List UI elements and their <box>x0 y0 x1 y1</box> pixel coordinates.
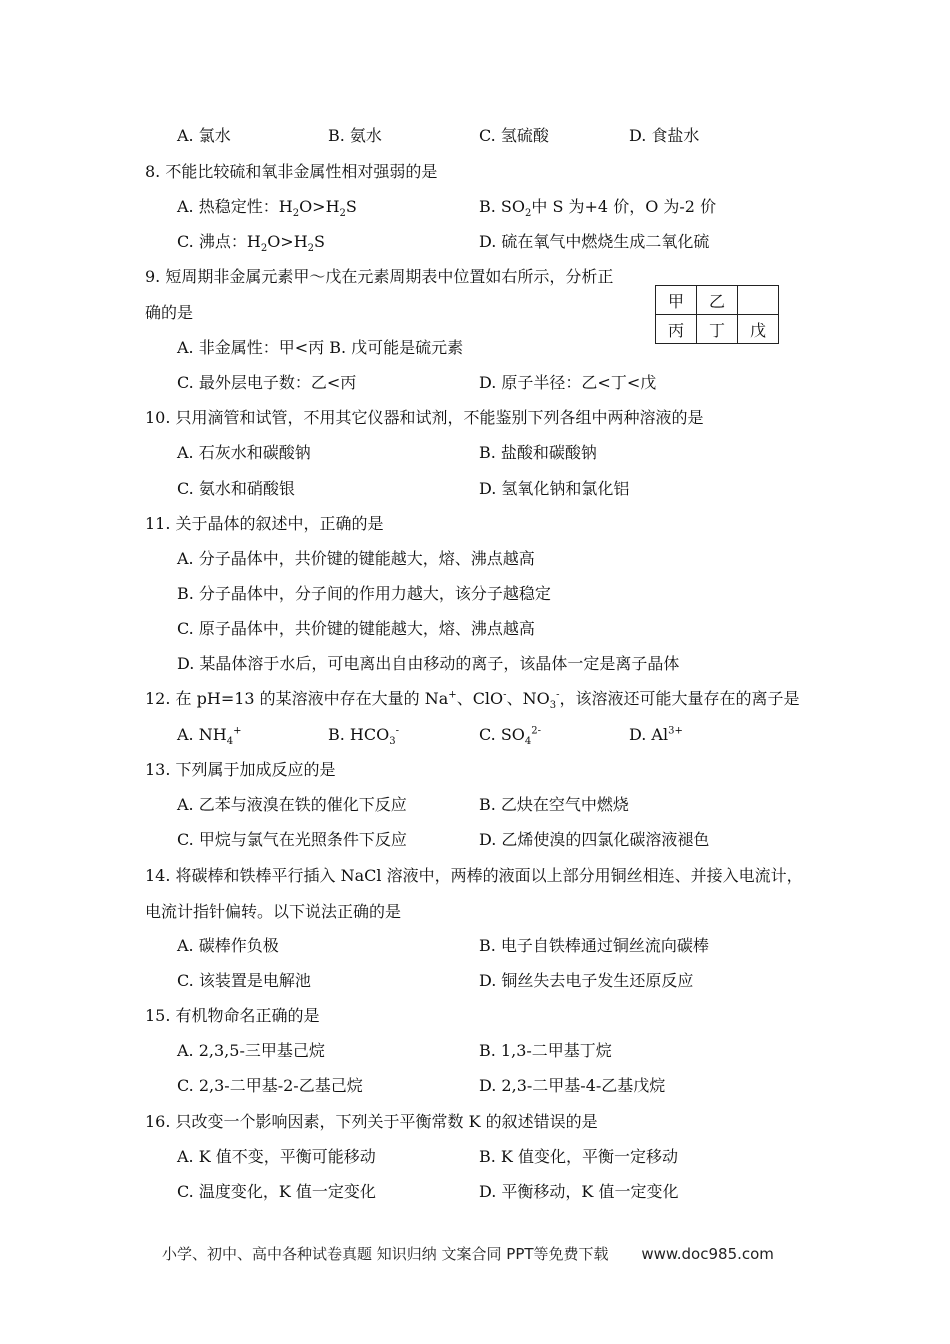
q16-stem: 16. 只改变一个影响因素，下列关于平衡常数 K 的叙述错误的是 <box>145 1112 598 1131</box>
q14-option-a: A. 碳棒作负极 <box>177 936 279 955</box>
q14-option-c: C. 该装置是电解池 <box>177 971 311 990</box>
q7-option-c: C. 氢硫酸 <box>479 126 549 145</box>
q8-option-a: A. 热稳定性：$H_2O>H_2S$ <box>177 197 357 220</box>
q13-stem: 13. 下列属于加成反应的是 <box>145 760 336 779</box>
q9-stem-line2: 确的是 <box>145 303 194 322</box>
q11-option-c: C. 原子晶体中，共价键的键能越大，熔、沸点越高 <box>177 619 535 638</box>
table-cell: 甲 <box>656 286 697 315</box>
q8-stem: 8. 不能比较硫和氧非金属性相对强弱的是 <box>145 162 438 181</box>
q16-option-d: D. 平衡移动，K 值一定变化 <box>479 1182 679 1201</box>
q11-stem: 11. 关于晶体的叙述中，正确的是 <box>145 514 384 533</box>
q9-option-c: C. 最外层电子数：乙<丙 <box>177 373 357 392</box>
q12-option-d: D. $Al^{3+}$ <box>629 725 683 744</box>
table-cell: 乙 <box>697 286 738 315</box>
q10-option-b: B. 盐酸和碳酸钠 <box>479 443 597 462</box>
q7-option-a: A. 氯水 <box>177 126 231 145</box>
q16-option-a: A. K 值不变，平衡可能移动 <box>177 1147 376 1166</box>
q13-option-a: A. 乙苯与液溴在铁的催化下反应 <box>177 795 407 814</box>
table-cell: 丁 <box>697 315 738 344</box>
q14-stem-line2: 电流计指针偏转。以下说法正确的是 <box>145 902 402 921</box>
q15-stem: 15. 有机物命名正确的是 <box>145 1006 320 1025</box>
q13-option-c: C. 甲烷与氯气在光照条件下反应 <box>177 830 407 849</box>
q14-stem-line1: 14. 将碳棒和铁棒平行插入 NaCl 溶液中，两棒的液面以上部分用铜丝相连、并接入电流计， <box>145 866 803 885</box>
q15-option-d: D. 2,3-二甲基-4-乙基戊烷 <box>479 1076 666 1095</box>
q15-option-c: C. 2,3-二甲基-2-乙基己烷 <box>177 1076 363 1095</box>
q16-option-b: B. K 值变化，平衡一定移动 <box>479 1147 678 1166</box>
q12-option-b: B. $HCO_3^-$ <box>328 725 400 748</box>
q8-option-d: D. 硫在氧气中燃烧生成二氧化硫 <box>479 232 710 251</box>
q12-stem: 12. 在 pH=13 的某溶液中存在大量的 Na+、ClO-、$NO_3^-$，该溶液还可能大量存在的离子是 <box>145 689 800 712</box>
q7-option-b: B. 氨水 <box>328 126 382 145</box>
table-cell <box>738 286 779 315</box>
q10-option-d: D. 氢氧化钠和氯化铝 <box>479 479 630 498</box>
periodic-table-fragment <box>655 285 779 344</box>
q16-option-c: C. 温度变化，K 值一定变化 <box>177 1182 376 1201</box>
q12-option-c: C. $SO_4^{2-}$ <box>479 725 542 748</box>
q10-option-a: A. 石灰水和碳酸钠 <box>177 443 311 462</box>
q15-option-b: B. 1,3-二甲基丁烷 <box>479 1041 612 1060</box>
q7-option-d: D. 食盐水 <box>629 126 700 145</box>
q12-option-a: A. $NH_4^+$ <box>177 725 242 748</box>
q10-option-c: C. 氨水和硝酸银 <box>177 479 295 498</box>
q10-stem: 10. 只用滴管和试管，不用其它仪器和试剂，不能鉴别下列各组中两种溶液的是 <box>145 408 704 427</box>
q14-option-b: B. 电子自铁棒通过铜丝流向碳棒 <box>479 936 709 955</box>
footer-text: 小学、初中、高中各种试卷真题 知识归纳 文案合同 PPT等免费下载 <box>162 1245 609 1263</box>
q9-option-d: D. 原子半径：乙<丁<戊 <box>479 373 657 392</box>
q8-option-b: B. $SO_2$中 S 为+4 价，O 为-2 价 <box>479 197 717 220</box>
footer-url-link[interactable]: www.doc985.com <box>641 1245 774 1263</box>
q15-option-a: A. 2,3,5-三甲基己烷 <box>177 1041 325 1060</box>
q9-stem-line1: 9. 短周期非金属元素甲～戊在元素周期表中位置如右所示，分析正 <box>145 267 614 286</box>
q13-option-b: B. 乙炔在空气中燃烧 <box>479 795 629 814</box>
q11-option-a: A. 分子晶体中，共价键的键能越大，熔、沸点越高 <box>177 549 535 568</box>
q11-option-b: B. 分子晶体中，分子间的作用力越大，该分子越稳定 <box>177 584 551 603</box>
table-cell: 丙 <box>656 315 697 344</box>
table-cell: 戊 <box>738 315 779 344</box>
q13-option-d: D. 乙烯使溴的四氯化碳溶液褪色 <box>479 830 710 849</box>
q8-option-c: C. 沸点：$H_2O>H_2S$ <box>177 232 326 255</box>
q9-option-a: A. 非金属性：甲<丙 B. 戊可能是硫元素 <box>177 338 464 357</box>
q11-option-d: D. 某晶体溶于水后，可电离出自由移动的离子，该晶体一定是离子晶体 <box>177 654 680 673</box>
page-footer <box>162 1244 774 1264</box>
q14-option-d: D. 铜丝失去电子发生还原反应 <box>479 971 694 990</box>
